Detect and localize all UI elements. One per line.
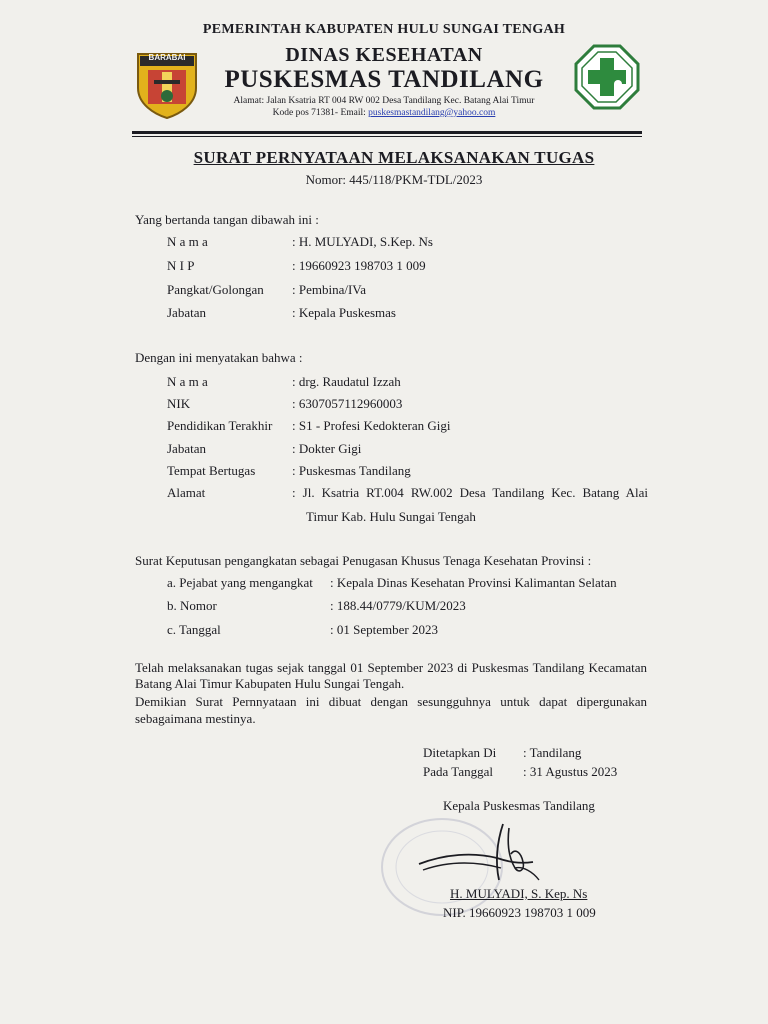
place-value: : Tandilang: [523, 745, 582, 760]
subject-nik-value: : 6307057112960003: [292, 396, 403, 411]
letterhead-rule-thick: [132, 131, 642, 134]
subject-education-label: Pendidikan Terakhir: [167, 418, 273, 433]
letterhead-rule-thin: [132, 136, 642, 137]
decree-official-label: a. Pejabat yang mengangkat: [167, 575, 313, 590]
subject-position-label: Jabatan: [167, 441, 206, 456]
signer-nip-label: N I P: [167, 258, 195, 273]
decree-intro: Surat Keputusan pengangkatan sebagai Penugasan Khusus Tenaga Kesehatan Provinsi :: [135, 553, 592, 568]
subject-address-value: : Jl. Ksatria RT.004 RW.002 Desa Tandilang Kec. Batang Alai: [292, 485, 648, 500]
decree-number-value: : 188.44/0779/KUM/2023: [330, 598, 466, 613]
subject-position-value: : Dokter Gigi: [292, 441, 362, 456]
subject-intro: Dengan ini menyatakan bahwa :: [135, 350, 303, 365]
document-number: Nomor: 445/118/PKM-TDL/2023: [305, 172, 483, 187]
signer-name: H. MULYADI, S. Kep. Ns: [450, 886, 588, 901]
signer-intro: Yang bertanda tangan dibawah ini :: [135, 212, 319, 227]
subject-education-value: : S1 - Profesi Kedokteran Gigi: [292, 418, 451, 433]
closing-line-1: Demikian Surat Pernnyataan ini dibuat dengan sesungguhnya untuk dapat dipergunakan: [135, 694, 647, 709]
statement-line-1: Telah melaksanakan tugas sejak tanggal 01 September 2023 di Puskesmas Tandilang Kecamatan: [135, 660, 647, 675]
signer-name-label: N a m a: [167, 234, 208, 249]
subject-workplace-label: Tempat Bertugas: [167, 463, 256, 478]
closing-line-2: sebagaimana mestinya.: [135, 711, 256, 726]
decree-date-value: : 01 September 2023: [330, 622, 438, 637]
statement-line-2: Batang Alai Timur Kabupaten Hulu Sungai Tengah.: [135, 676, 405, 691]
letterhead-government: PEMERINTAH KABUPATEN HULU SUNGAI TENGAH: [202, 22, 566, 37]
document-title: SURAT PERNYATAAN MELAKSANAKAN TUGAS: [193, 148, 595, 167]
subject-name-value: : drg. Raudatul Izzah: [292, 374, 401, 389]
date-value: : 31 Agustus 2023: [523, 764, 618, 779]
letterhead-postal: Kode pos 71381- Email:: [272, 108, 366, 118]
signer-position-value: : Kepala Puskesmas: [292, 305, 396, 320]
regency-logo-label: BARABAI: [148, 53, 186, 62]
signer-name-value: : H. MULYADI, S.Kep. Ns: [292, 234, 433, 249]
subject-name-label: N a m a: [167, 374, 208, 389]
signer-title: Kepala Puskesmas Tandilang: [443, 798, 595, 813]
letterhead-department: DINAS KESEHATAN: [285, 44, 483, 66]
handwritten-signature-icon: [415, 818, 555, 890]
decree-official-value: : Kepala Dinas Kesehatan Provinsi Kalimantan Selatan: [330, 575, 617, 590]
decree-number-label: b. Nomor: [167, 598, 217, 613]
signer-rank-value: : Pembina/IVa: [292, 282, 367, 297]
letterhead-contact: [0, 108, 768, 118]
date-label: Pada Tanggal: [423, 764, 493, 779]
decree-date-label: c. Tanggal: [167, 622, 221, 637]
signer-nip-value: : 19660923 198703 1 009: [292, 258, 426, 273]
place-label: Ditetapkan Di: [423, 745, 497, 760]
signer-position-label: Jabatan: [167, 305, 206, 320]
subject-address-label: Alamat: [167, 485, 206, 500]
letterhead-email: puskesmastandilang@yahoo.com: [368, 108, 496, 118]
letterhead-address: Alamat: Jalan Ksatria RT 004 RW 002 Desa Tandilang Kec. Batang Alai Timur: [233, 96, 535, 106]
signer-nip: NIP. 19660923 198703 1 009: [443, 905, 596, 920]
subject-address-continued: Timur Kab. Hulu Sungai Tengah: [306, 509, 476, 524]
letterhead-institution: PUSKESMAS TANDILANG: [224, 66, 544, 93]
subject-nik-label: NIK: [167, 396, 191, 411]
signer-rank-label: Pangkat/Golongan: [167, 282, 264, 297]
subject-workplace-value: : Puskesmas Tandilang: [292, 463, 411, 478]
